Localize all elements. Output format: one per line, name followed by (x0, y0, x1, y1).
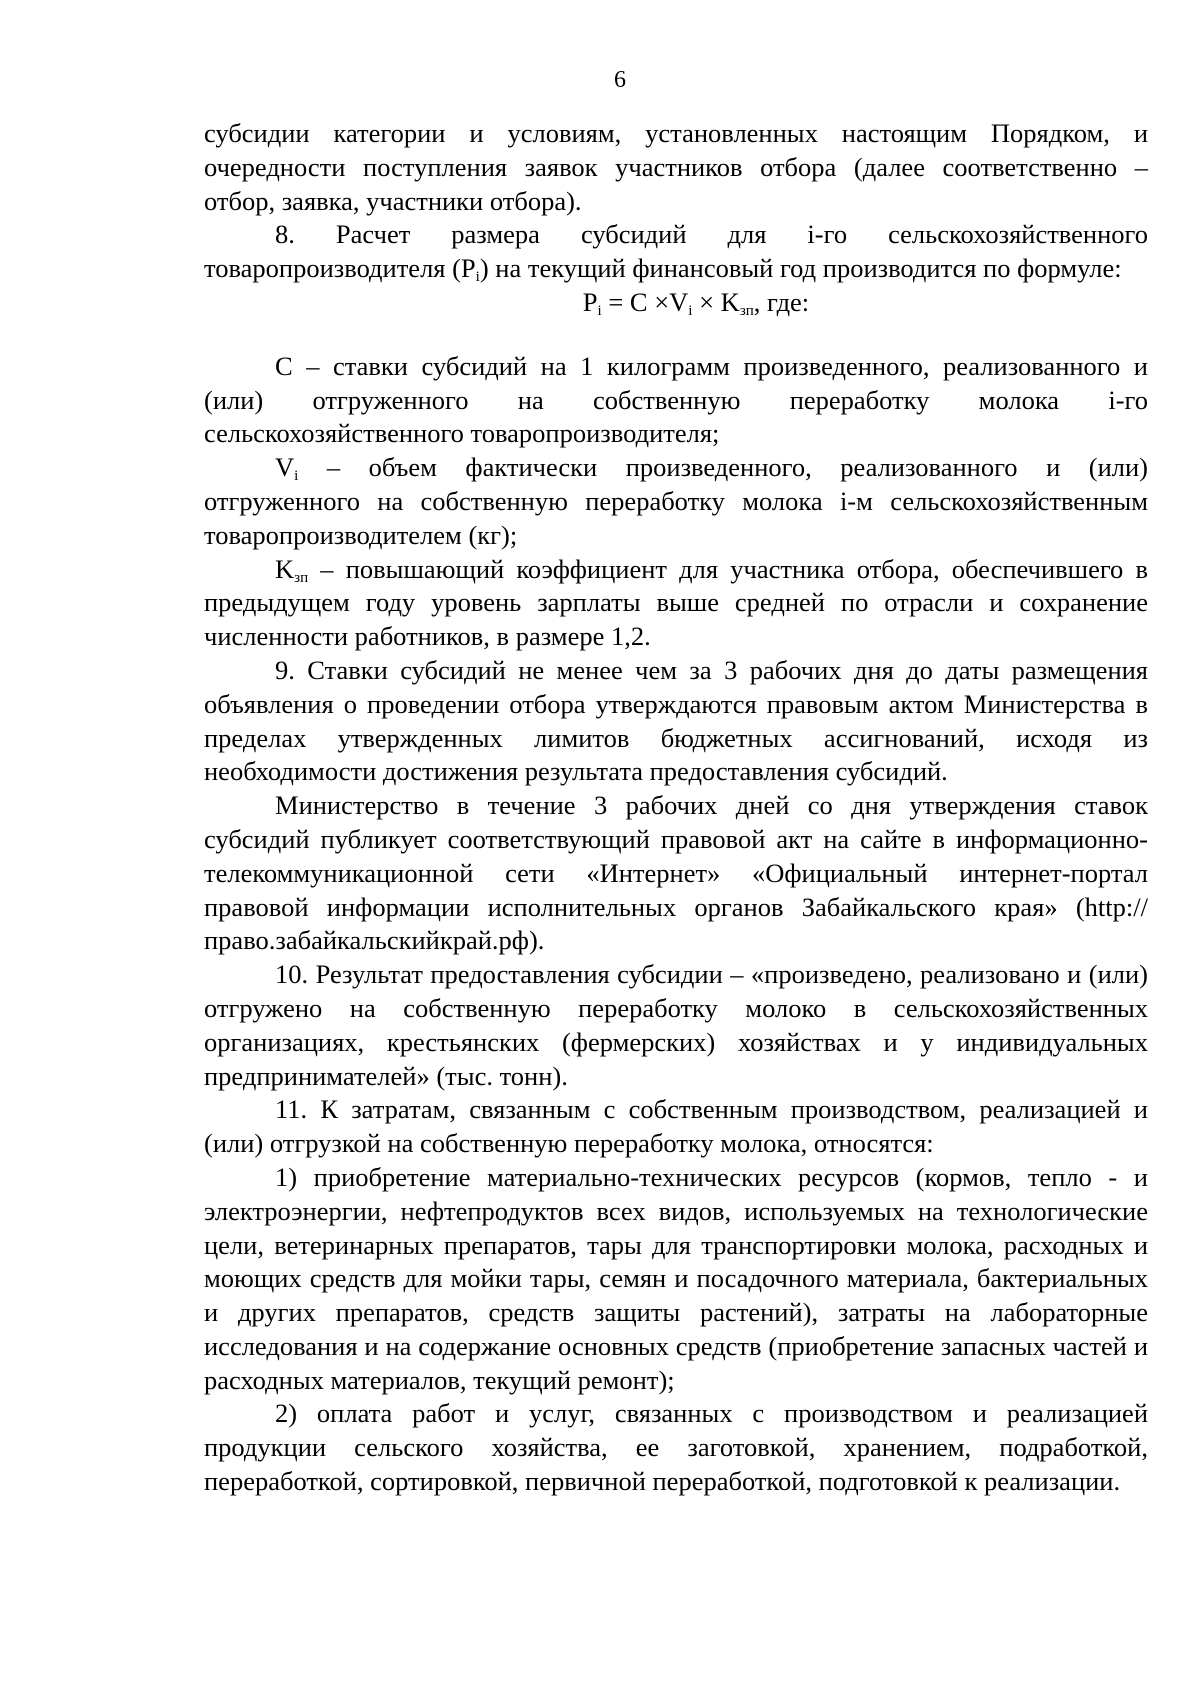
formula-v-sub: i (688, 302, 693, 319)
paragraph-8-text: 8. Расчет размера субсидий для i-го сельскохозяйственного товаропроизводителя (P (204, 219, 1148, 284)
definition-k-symbol: K (275, 553, 295, 584)
document-body (204, 117, 1148, 1499)
definition-v-symbol: V (275, 452, 295, 483)
page-number: 6 (614, 67, 626, 93)
paragraph-11: 11. К затратам, связанным с собственным производством, реализацией и (или) отгрузкой на собственную переработку молока, относятся: (204, 1094, 1148, 1159)
definition-v (204, 451, 1148, 552)
definition-k (204, 553, 1148, 654)
formula-c-v: = C ×V (601, 286, 689, 317)
paragraph-8 (204, 218, 1148, 286)
paragraph-8-subscript: i (475, 269, 480, 286)
paragraph-9: 9. Ставки субсидий не менее чем за 3 рабочих дня до даты размещения объявления о проведении отбора утверждаются правовым актом Министерства в пределах утвержденных лимитов бюджетных ассигнований, исходя из необходимости достижения результата предоставления субсидий. (204, 654, 1148, 787)
paragraph-8-end: ) на текущий финансовый год производится по формуле: (479, 253, 1122, 284)
paragraph-11-item-1: 1) приобретение материально-технических ресурсов (кормов, тепло - и электроэнергии, нефтепродуктов всех видов, используемых на технологические цели, ветеринарных препаратов, тары для транспортировки молока, расходных и моющих средств для мойки тары, семян и посадочного материала, бактериальных и других препаратов, средств защиты растений), затраты на лабораторные исследования и на содержание основных средств (приобретение запасных частей и расходных материалов, текущий ремонт); (204, 1161, 1148, 1395)
formula-tail: , где: (753, 286, 810, 317)
definition-k-subscript: зп (294, 569, 309, 586)
definition-v-text: – объем фактически произведенного, реализованного и (или) отгруженного на собственную переработку молока i-м сельскохозяйственным товаропроизводителем (кг); (204, 452, 1148, 550)
formula-k-sub: зп (739, 302, 754, 319)
paragraph-11-item-2: 2) оплата работ и услуг, связанных с производством и реализацией продукции сельского хозяйства, ее заготовкой, хранением, подработкой, переработкой, сортировкой, первичной переработкой, подготовкой к реализации. (204, 1398, 1148, 1497)
definition-c: C – ставки субсидий на 1 килограмм произведенного, реализованного и (или) отгруженного на собственную переработку молока i-го сельскохозяйственного товаропроизводителя; (204, 350, 1148, 449)
formula-p-sub: i (597, 302, 602, 319)
formula-p: P (582, 286, 598, 317)
paragraph-10: 10. Результат предоставления субсидии – «произведено, реализовано и (или) отгружено на собственную переработку молоко в сельскохозяйственных организациях, крестьянских (фермерских) хозяйствах и у индивидуальных предпринимателей» (тыс. тонн). (204, 959, 1148, 1091)
formula (224, 286, 1168, 320)
paragraph-9-publication: Министерство в течение 3 рабочих дней со дня утверждения ставок субсидий публикует соответствующий правовой акт на сайте в информационно-телекоммуникационной сети «Интернет» «Официальный интернет-портал правовой информации исполнительных органов Забайкальского края» (http://право.забайкальскийкрай.рф). (204, 790, 1148, 956)
formula-k: × K (692, 286, 740, 317)
paragraph-continuation: субсидии категории и условиям, установленных настоящим Порядком, и очередности поступления заявок участников отбора (далее соответственно – отбор, заявка, участники отбора). (204, 118, 1148, 216)
definition-k-text: – повышающий коэффициент для участника отбора, обеспечившего в предыдущем году уровень зарплаты выше средней по отрасли и сохранение численности работников, в размере 1,2. (204, 553, 1148, 652)
definition-v-subscript: i (294, 468, 299, 485)
